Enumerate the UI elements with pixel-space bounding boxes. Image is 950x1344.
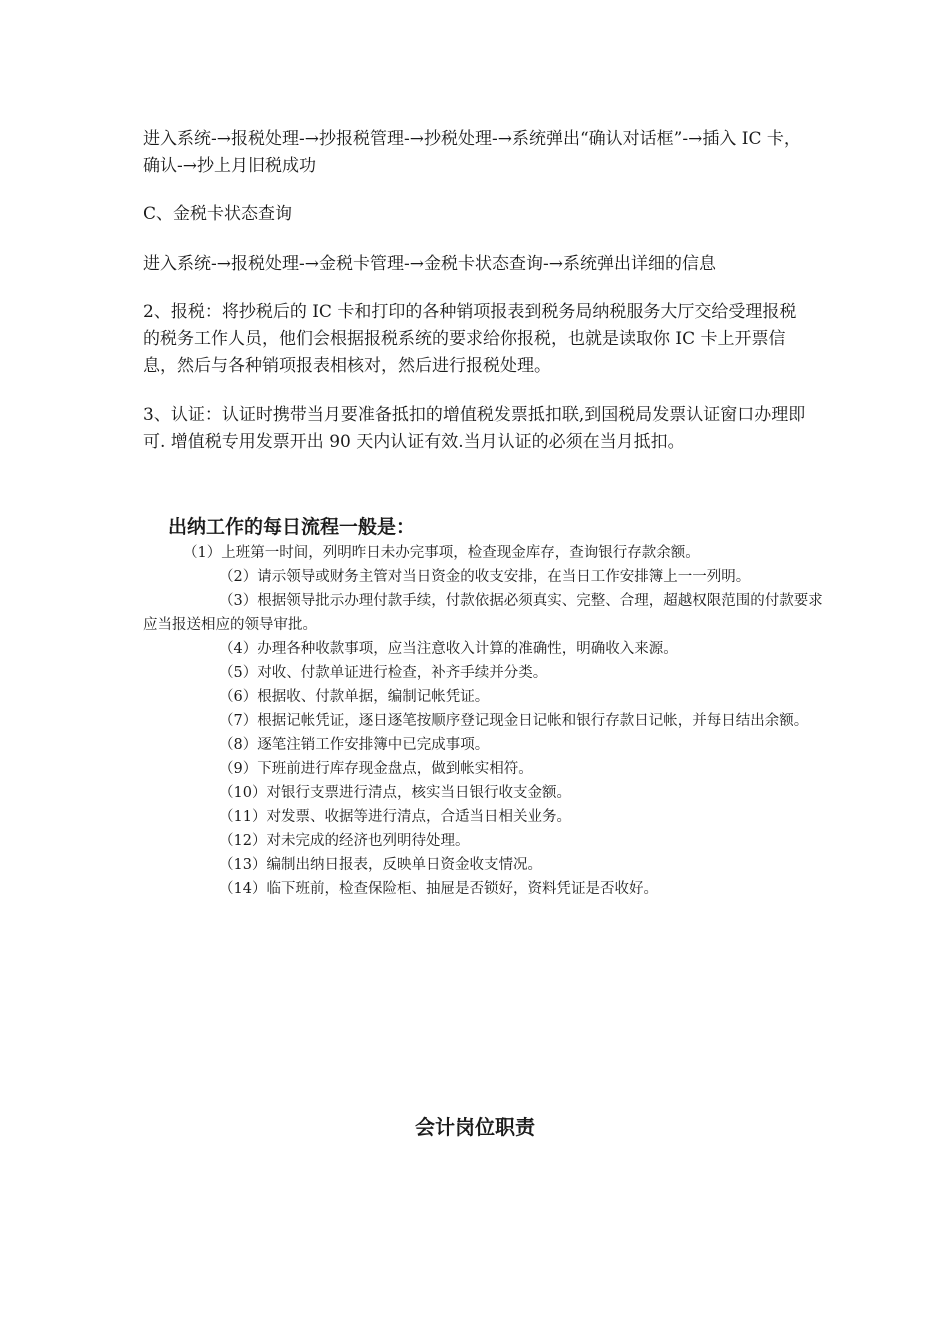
cashier-step: （12）对未完成的经济也列明待处理。 [219, 833, 470, 849]
cashier-step: （14）临下班前，检查保险柜、抽屉是否锁好，资料凭证是否收好。 [219, 881, 658, 897]
cashier-daily-flow-heading: 出纳工作的每日流程一般是： [168, 516, 416, 538]
cashier-step: （5）对收、付款单证进行检查，补齐手续并分类。 [219, 665, 548, 681]
accounting-duties-title: 会计岗位职责 [415, 1115, 535, 1139]
cashier-step: （7）根据记帐凭证，逐日逐笔按顺序登记现金日记帐和银行存款日记帐，并每日结出余额。 [219, 713, 809, 729]
tax-filing-paragraph: 2、报税：将抄税后的 IC 卡和打印的各种销项报表到税务局纳税服务大厅交给受理报税的税务工作人员，他们会根据报税系统的要求给你报税，也就是读取你 IC 卡上开票信息，然后与各种销项报表相核对，然后进行报税处理。 [143, 302, 797, 376]
cashier-step: （9）下班前进行库存现金盘点，做到帐实相符。 [219, 761, 533, 777]
cashier-step: （13）编制出纳日报表，反映单日资金收支情况。 [219, 857, 542, 873]
cashier-step: （10）对银行支票进行清点，核实当日银行收支金额。 [219, 785, 571, 801]
cashier-step: （2）请示领导或财务主管对当日资金的收支安排，在当日工作安排簿上一一列明。 [219, 569, 751, 585]
cashier-step: （11）对发票、收据等进行清点，合适当日相关业务。 [219, 809, 571, 825]
cashier-step: （4）办理各种收款事项，应当注意收入计算的准确性，明确收入来源。 [219, 641, 678, 657]
cashier-step: （1）上班第一时间，列明昨日未办完事项，检查现金库存，查询银行存款余额。 [183, 545, 700, 561]
copy-tax-steps-paragraph: 进入系统-→报税处理-→抄报税管理-→抄税处理-→系统弹出“确认对话框”-→插入 IC 卡，确认-→抄上月旧税成功 [143, 129, 801, 176]
card-status-title: C、金税卡状态查询 [143, 204, 293, 224]
cashier-step: （3）根据领导批示办理付款手续，付款依据必须真实、完整、合理，超越权限范围的付款要求应当报送相应的领导审批。 [143, 593, 823, 633]
cashier-step: （6）根据收、付款单据，编制记帐凭证。 [219, 689, 490, 705]
cashier-steps-list [143, 541, 823, 901]
certification-paragraph: 3、认证：认证时携带当月要准备抵扣的增值税发票抵扣联,到国税局发票认证窗口办理即可. 增值税专用发票开出 90 天内认证有效.当月认证的必须在当月抵扣。 [143, 405, 806, 452]
card-status-steps-paragraph: 进入系统-→报税处理-→金税卡管理-→金税卡状态查询-→系统弹出详细的信息 [143, 254, 716, 274]
cashier-step: （8）逐笔注销工作安排簿中已完成事项。 [219, 737, 490, 753]
